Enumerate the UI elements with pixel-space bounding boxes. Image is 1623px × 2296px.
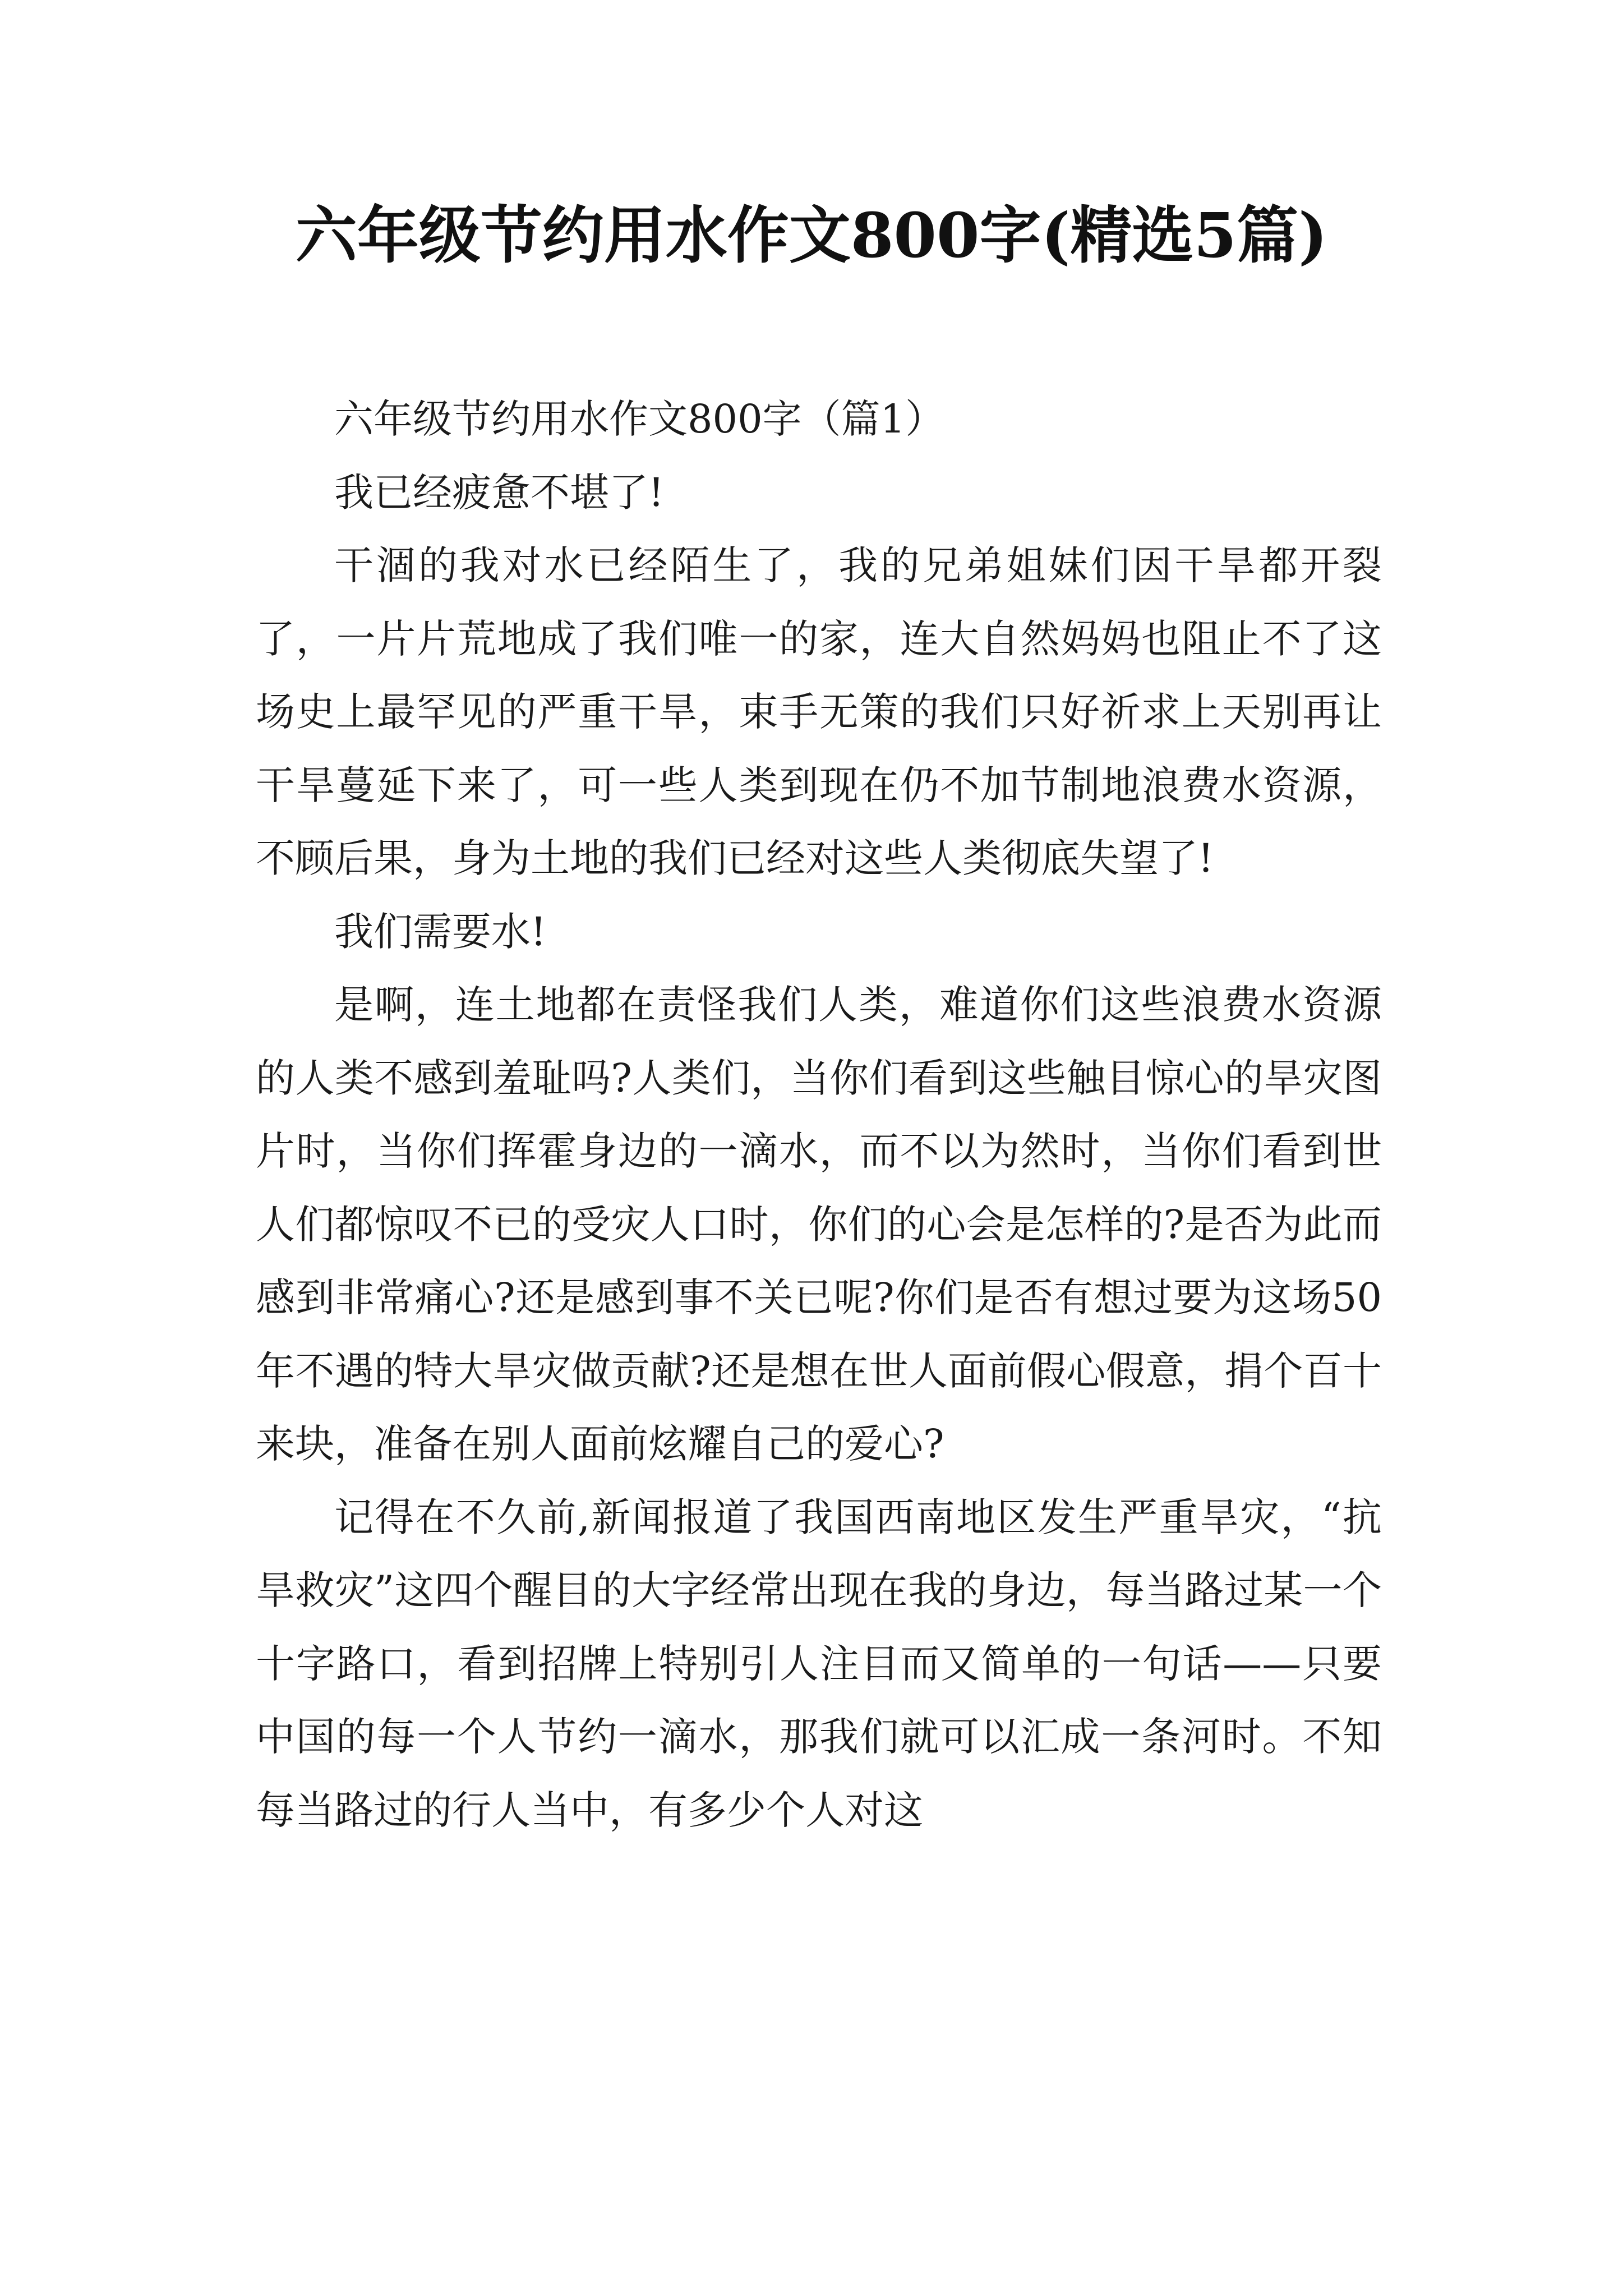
paragraph: 我已经疲惫不堪了!: [334, 469, 665, 516]
paragraph: 我们需要水!: [334, 908, 547, 955]
paragraph: 是啊，连土地都在责怪我们人类，难道你们这些浪费水资源的人类不感到羞耻吗?人类们，当你们看到这些触目惊心的旱灾图片时，当你们挥霍身边的一滴水，而不以为然时，当你们看到世人们都惊叹不已的受灾人口时，你们的心会是怎样的?是否为此而感到非常痛心?还是感到事不关已呢?你们是否有想过要为这场50年不遇的特大旱灾做贡献?还是想在世人面前假心假意，捐个百十来块，准备在别人面前炫耀自己的爱心?: [256, 982, 1382, 1467]
document-title: 六年级节约用水作文800字(精选5篇): [295, 199, 1328, 272]
paragraph: 干涸的我对水已经陌生了，我的兄弟姐妹们因干旱都开裂了，一片片荒地成了我们唯一的家，连大自然妈妈也阻止不了这场史上最罕见的严重干旱，束手无策的我们只好祈求上天别再让干旱蔓延下来了，可一些人类到现在仍不加节制地浪费水资源，不顾后果，身为土地的我们已经对这些人类彻底失望了!: [256, 542, 1382, 881]
paragraph-section-heading: 六年级节约用水作文800字（篇1）: [334, 396, 945, 442]
paragraph: 记得在不久前,新闻报道了我国西南地区发生严重旱灾，“抗旱救灾”这四个醒目的大字经常出现在我的身边，每当路过某一个十字路口，看到招牌上特别引人注目而又简单的一句话——只要中国的每一个人节约一滴水，那我们就可以汇成一条河时。不知每当路过的行人当中，有多少个人对这: [256, 1494, 1382, 1833]
document-body: [256, 383, 1382, 1847]
